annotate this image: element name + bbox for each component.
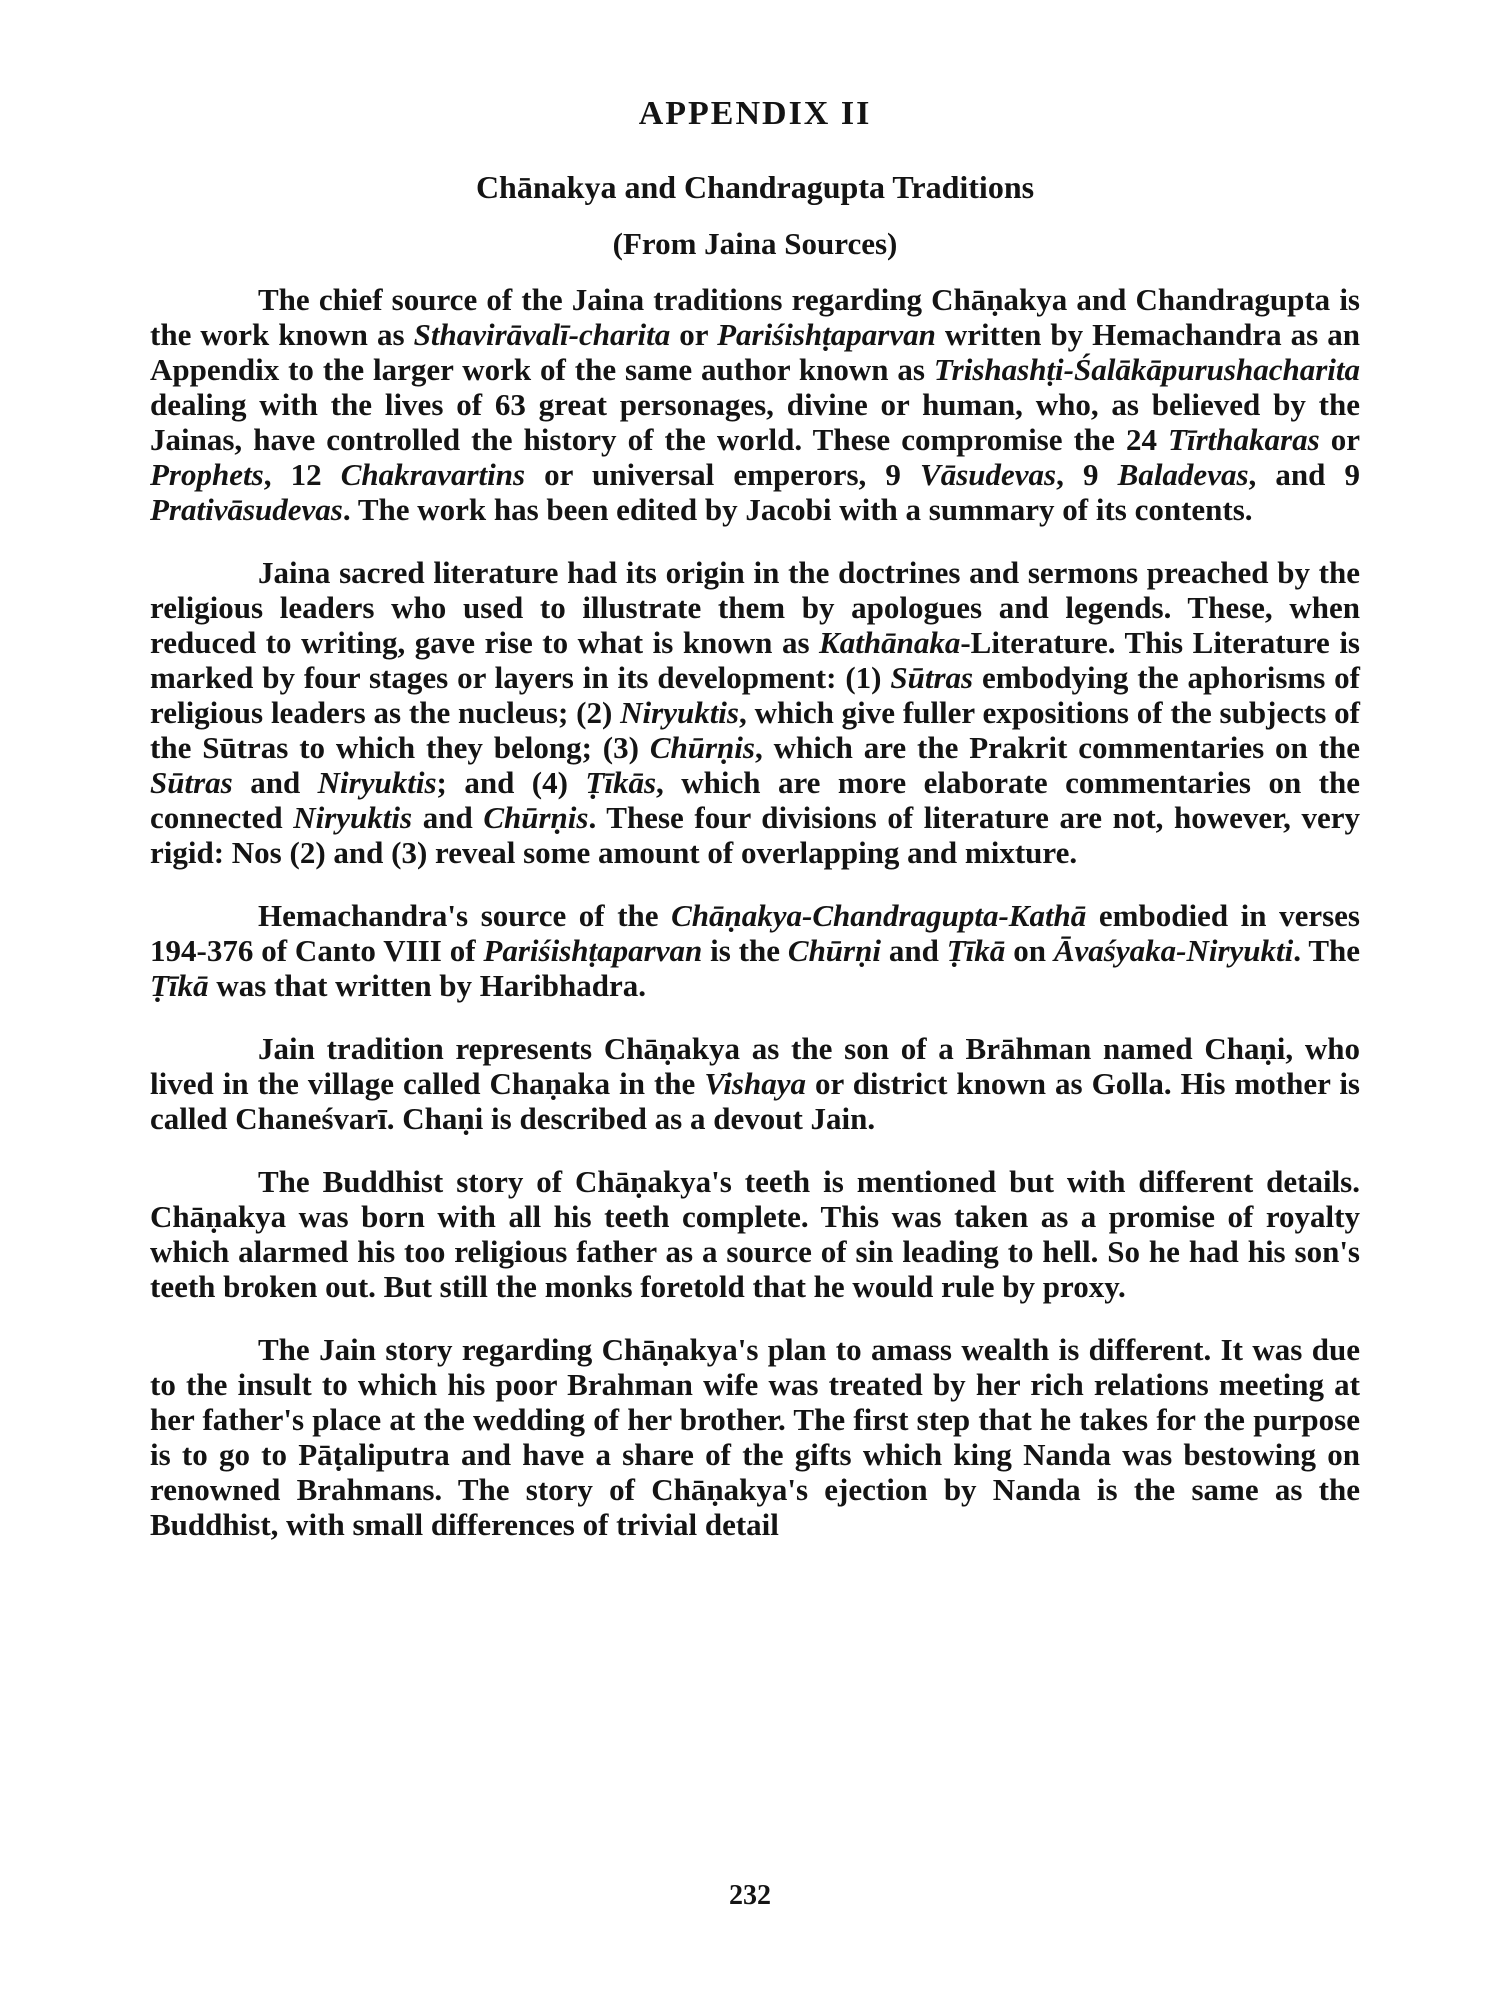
paragraph	[150, 282, 1360, 527]
italic-term: Sthavirāvalī-charita	[413, 317, 671, 352]
paragraph	[150, 898, 1360, 1003]
italic-term: Prophets	[150, 457, 264, 492]
italic-term: Vishaya	[704, 1066, 806, 1101]
text-run: embodying the aphorisms of religious leaders as the nucleus; (2)	[150, 660, 1360, 730]
italic-term: Vāsudevas	[920, 457, 1057, 492]
page-body	[150, 95, 1360, 1570]
text-run: on	[1005, 933, 1054, 968]
text-run: Hemachandra's source of the	[258, 898, 672, 933]
paragraph	[150, 1164, 1360, 1304]
italic-term: Chūrṇi	[787, 933, 881, 968]
text-run: . These four divisions of literature are not, however, very rigid: Nos (2) and (3) reveal some amount of overlapping and mixture.	[150, 800, 1360, 870]
text-run: and	[412, 800, 484, 835]
text-run: The Jain story regarding Chāṇakya's plan to amass wealth is different. It was due to the insult to which his poor Brahman wife was treated by her rich relations meeting at her father's place at the wedding of her brother. The first step that he takes for the purpose is to go to Pāṭaliputra and have a share of the gifts which king Nanda was bestowing on renowned Brahmans. The story of Chāṇakya's ejection by Nanda is the same as the Buddhist, with small differences of trivial detail	[150, 1332, 1360, 1542]
italic-term: Sūtras	[890, 660, 974, 695]
italic-term: Chūrṇis	[649, 730, 755, 765]
italic-term: Āvaśyaka-Niryukti	[1053, 933, 1294, 968]
italic-term: Chāṇakya-Chandragupta-Kathā	[671, 898, 1087, 933]
paragraph	[150, 555, 1360, 870]
italic-term: Ṭīkā	[150, 968, 209, 1003]
text-run: and	[880, 933, 947, 968]
page-number: 232	[729, 1880, 771, 1911]
italic-term: Chakravartins	[340, 457, 526, 492]
italic-term: Pariśishṭaparvan	[483, 933, 703, 968]
text-run: or	[670, 317, 718, 352]
text-run: -Literature. This Literature is marked by four stages or layers in its development: (1)	[150, 625, 1360, 695]
text-run: or universal emperors, 9	[525, 457, 921, 492]
text-run: embodied in verses 194-376 of Canto VIII of	[150, 898, 1360, 968]
text-run: , 9	[1056, 457, 1118, 492]
paragraph	[150, 1031, 1360, 1136]
appendix-title: APPENDIX II	[638, 95, 872, 132]
chapter-title: Chānakya and Chandragupta Traditions	[475, 169, 1035, 205]
text-run: and	[232, 765, 318, 800]
text-run: or district known as Golla. His mother is called Chaneśvarī. Chaṇi is described as a devout Jain.	[150, 1066, 1360, 1136]
italic-term: Ṭīkās	[585, 765, 657, 800]
italic-term: Kathānaka	[819, 625, 961, 660]
paragraph	[150, 1332, 1360, 1542]
source-note: (From Jaina Sources)	[612, 226, 898, 261]
text-run: , 12	[263, 457, 341, 492]
text-run: is the	[702, 933, 788, 968]
italic-term: Niryuktis	[293, 800, 413, 835]
text-run: , which are the Prakrit commentaries on the	[754, 730, 1360, 765]
text-run: , which are more elaborate commentaries on the connected	[150, 765, 1361, 835]
text-run: dealing with the lives of 63 great personages, divine or human, who, as believed by the Jainas, have controlled the history of the world. These compromise the 24	[150, 387, 1360, 457]
text-run: or	[1319, 422, 1360, 457]
italic-term: Prativāsudevas	[150, 492, 343, 527]
italic-term: Chūrṇis	[483, 800, 589, 835]
text-run: , and 9	[1248, 457, 1361, 492]
italic-term: Trishashṭi-Śalākāpurushacharita	[933, 352, 1360, 387]
text-run: ; and (4)	[436, 765, 586, 800]
text-run: Jaina sacred literature had its origin in the doctrines and sermons preached by the religious leaders who used to illustrate them by apologues and legends. These, when reduced to writing, gave rise to what is known as	[150, 555, 1360, 660]
text-run: The chief source of the Jaina traditions regarding Chāṇakya and Chandragupta is the work known as	[150, 282, 1360, 352]
text-run: was that written by Haribhadra.	[208, 968, 647, 1003]
text-run: . The	[1293, 933, 1360, 968]
italic-term: Sūtras	[150, 765, 233, 800]
italic-term: Baladevas	[1117, 457, 1249, 492]
text-run: Jain tradition represents Chāṇakya as the son of a Brāhman named Chaṇi, who lived in the village called Chaṇaka in the	[150, 1031, 1360, 1101]
text-run: . The work has been edited by Jacobi with a summary of its contents.	[342, 492, 1253, 527]
text-run: written by Hemachandra as an Appendix to the larger work of the same author known as	[150, 317, 1361, 387]
italic-term: Niryuktis	[620, 695, 739, 730]
italic-term: Pariśishṭaparvan	[717, 317, 936, 352]
italic-term: Tīrthakaras	[1168, 422, 1320, 457]
italic-term: Ṭīkā	[946, 933, 1006, 968]
italic-term: Niryuktis	[317, 765, 437, 800]
text-run: , which give fuller expositions of the subjects of the Sūtras to which they belong; (3)	[150, 695, 1360, 765]
text-run: The Buddhist story of Chāṇakya's teeth is mentioned but with different details. Chāṇakya was born with all his teeth complete. This was taken as a promise of royalty which alarmed his too religious father as a source of sin leading to hell. So he had his son's teeth broken out. But still the monks foretold that he would rule by proxy.	[150, 1164, 1360, 1304]
